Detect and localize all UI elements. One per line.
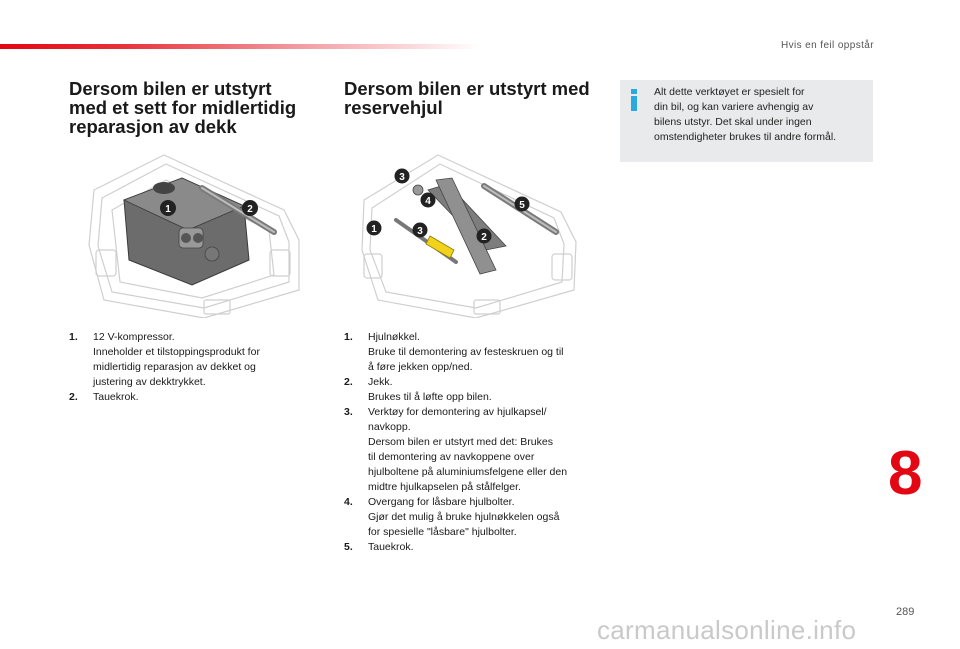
info-line: omstendigheter brukes til andre formål.: [654, 131, 837, 143]
section-header: Hvis en feil oppstår: [780, 40, 874, 51]
info-box: [620, 80, 873, 162]
item-number: 3.: [344, 406, 353, 418]
item-line: til demontering av navkoppene over: [368, 451, 535, 463]
list-item: [344, 540, 600, 555]
item-line: hjulboltene på aluminiumsfelgene eller den: [368, 466, 568, 478]
callout-2: 2: [247, 204, 253, 215]
item-number: 4.: [344, 496, 353, 508]
item-line: Brukes til å løfte opp bilen.: [368, 391, 492, 403]
list-item: [344, 330, 600, 375]
item-line: Tauekrok.: [93, 391, 139, 403]
left-heading: [69, 79, 319, 136]
repair-kit-illustration: [84, 150, 306, 318]
item-number: 2.: [69, 391, 78, 403]
spare-wheel-tools-illustration: [356, 150, 581, 318]
item-line: Jekk.: [368, 376, 393, 388]
item-number: 5.: [344, 541, 353, 553]
page-number: 289: [896, 606, 915, 618]
list-item: [344, 375, 600, 405]
info-line: bilens utstyr. Det skal under ingen: [654, 116, 812, 128]
spare-wheel-list: [344, 330, 600, 555]
item-line: navkopp.: [368, 421, 411, 433]
callout-1: 1: [371, 224, 377, 235]
left-heading-line: reparasjon av dekk: [69, 116, 237, 137]
item-line: midtre hjulkapselen på stålfelger.: [368, 481, 521, 493]
item-line: 12 V-kompressor.: [93, 331, 175, 343]
watermark: carmanualsonline.info: [597, 615, 857, 645]
list-item: [344, 405, 600, 495]
callout-3-top: 3: [399, 172, 405, 183]
item-number: 1.: [344, 331, 353, 343]
left-heading-line: Dersom bilen er utstyrt: [69, 78, 272, 99]
info-text: [654, 85, 869, 145]
list-item: [344, 495, 600, 540]
item-number: 2.: [344, 376, 353, 388]
info-icon: [629, 89, 639, 111]
item-line: Overgang for låsbare hjulbolter.: [368, 496, 515, 508]
item-line: Dersom bilen er utstyrt med det: Brukes: [368, 436, 553, 448]
middle-heading-line: Dersom bilen er utstyrt med: [344, 78, 590, 99]
item-line: Hjulnøkkel.: [368, 331, 420, 343]
item-number: 1.: [69, 331, 78, 343]
info-line: Alt dette verktøyet er spesielt for: [654, 86, 805, 98]
item-line: Inneholder et tilstoppingsprodukt for: [93, 346, 260, 358]
callout-3-bottom: 3: [417, 226, 423, 237]
middle-heading: [344, 79, 614, 117]
item-line: Gjør det mulig å bruke hjulnøkkelen også: [368, 511, 560, 523]
list-item: [69, 390, 299, 405]
list-item: [69, 330, 299, 390]
item-line: for spesielle "låsbare" hjulbolter.: [368, 526, 517, 538]
item-line: Bruke til demontering av festeskruen og til: [368, 346, 564, 358]
item-line: å føre jekken opp/ned.: [368, 361, 473, 373]
chapter-number: 8: [888, 439, 923, 508]
left-heading-line: med et sett for midlertidig: [69, 97, 297, 118]
item-line: Tauekrok.: [368, 541, 414, 553]
callout-5: 5: [519, 200, 525, 211]
middle-heading-line: reservehjul: [344, 97, 443, 118]
item-line: justering av dekktrykket.: [93, 376, 206, 388]
info-line: din bil, og kan variere avhengig av: [654, 101, 814, 113]
callout-1: 1: [165, 204, 171, 215]
header-accent-bar: [0, 44, 480, 49]
item-line: midlertidig reparasjon av dekket og: [93, 361, 256, 373]
callout-2: 2: [481, 232, 487, 243]
callout-4: 4: [425, 196, 431, 207]
repair-kit-list: [69, 330, 299, 405]
item-line: Verktøy for demontering av hjulkapsel/: [368, 406, 547, 418]
